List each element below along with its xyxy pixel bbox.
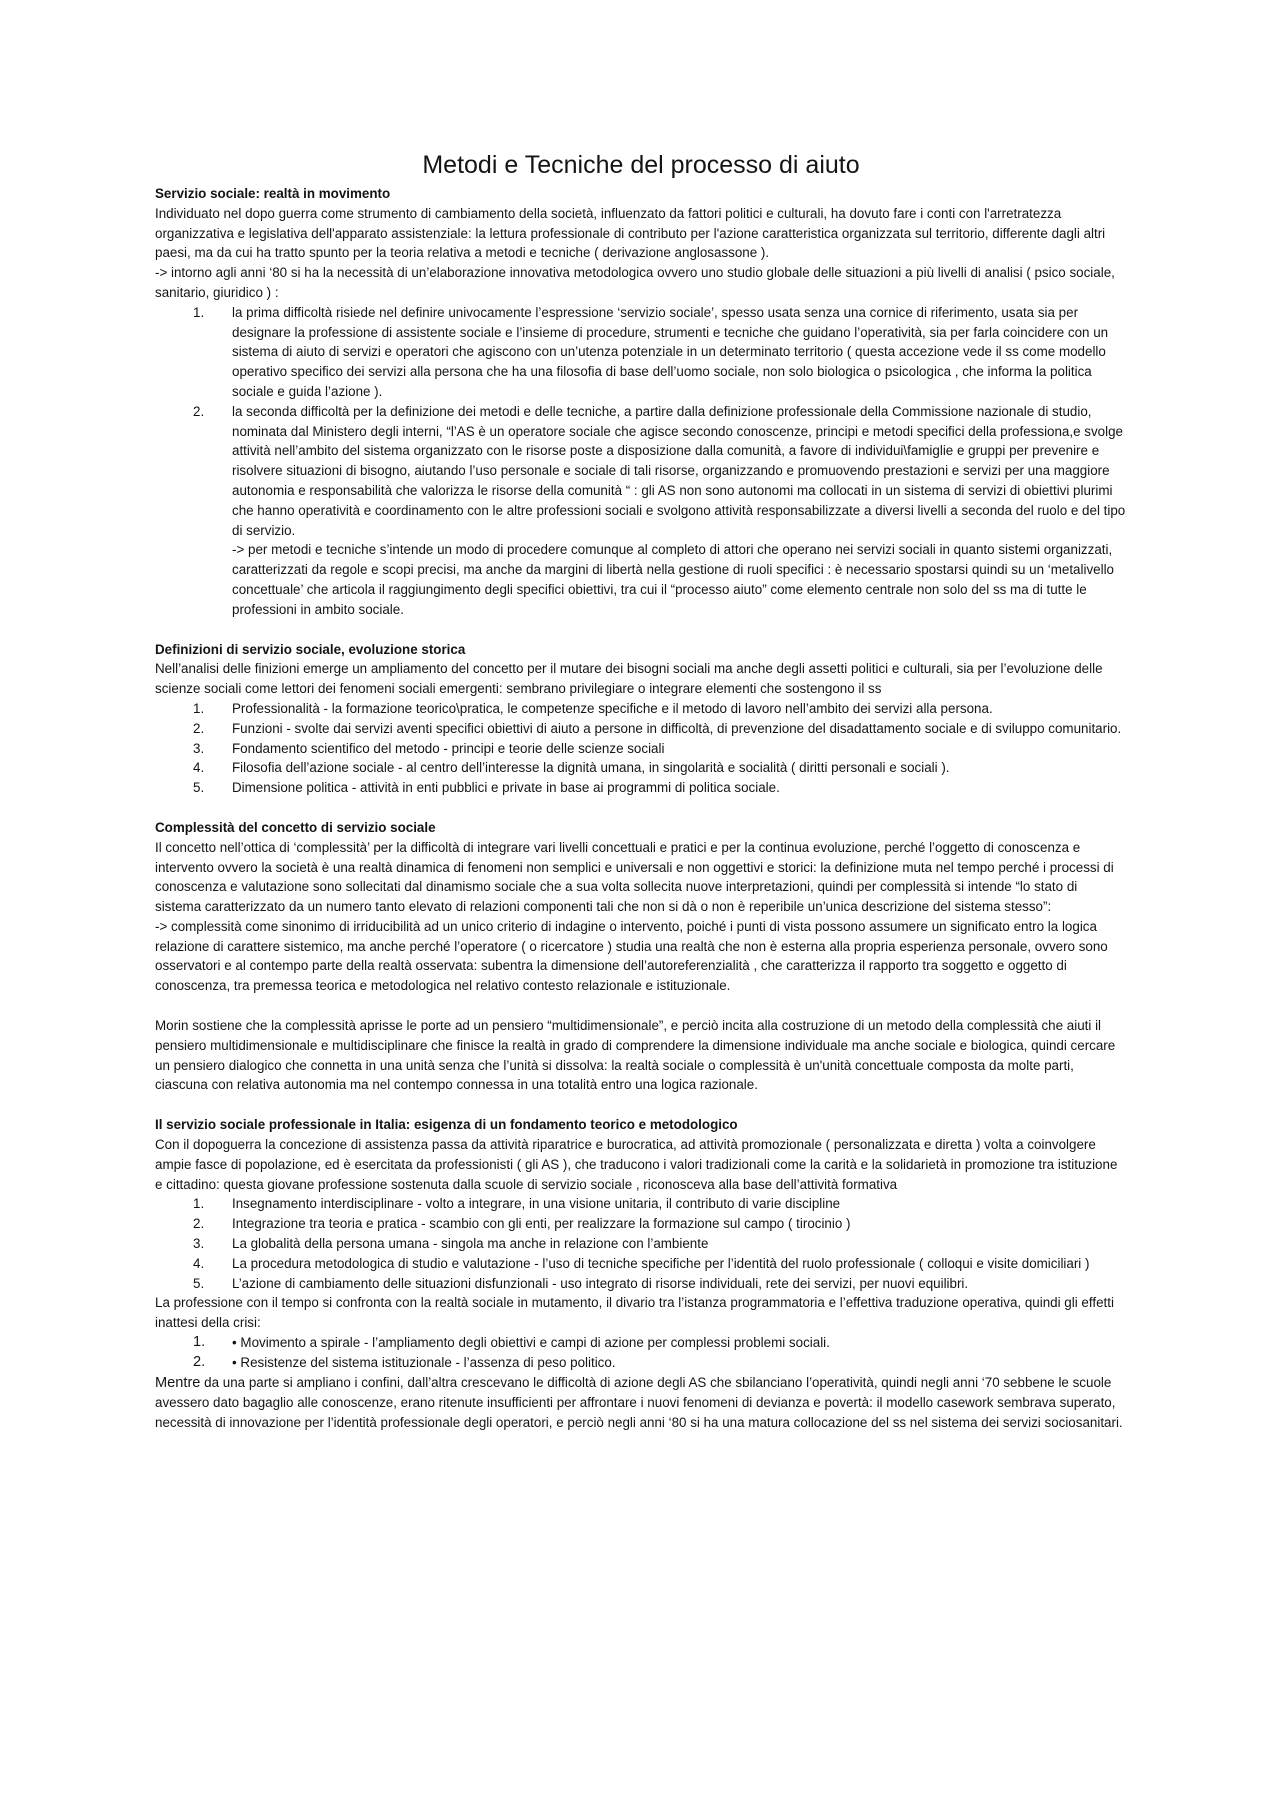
paragraph: Nell’analisi delle finizioni emerge un ampliamento del concetto per il mutare dei bisogni sociali ma anche degli assetti politici e culturali, sia per l’evoluzione delle scienze sociali come lettori dei fenomeni sociali emergenti: sembrano privilegiare o integrare elementi che sostengono il ss [155,661,1103,697]
paragraph-text: da una parte si ampliano i confini, dall’altra crescevano le difficoltà di azione degli AS che sbilanciano l’operatività, quindi negli anni ‘70 sebbene le scuole avessero dato bagaglio alle conoscenze, erano ritenute insufficienti per affrontare i nuovi fenomeni di devianza e povertà: il modello casework sembrava superato, necessità di innovazione per l’identità professionale degli operatori, e perciò negli anni ‘80 si ha una matura collocazione del ss nel sistema dei servizi sociosanitari. [155,1374,1123,1431]
paragraph: Con il dopoguerra la concezione di assistenza passa da attività riparatrice e burocratica, ad attività promozionale ( personalizzata e diretta ) volta a coinvolgere ampie fasce di popolazione, ed è esercitata da professionisti ( gli AS ), che traducono i valori tradizionali come la carità e la solidarietà in promozione tra istituzione e cittadino: questa giovane professione sostenuta dalla scuole di servizio sociale , riconosceva alla base dell’attività formativa [155,1137,1118,1192]
paragraph: Morin sostiene che la complessità aprisse le porte ad un pensiero “multidimensionale”, e perciò incita alla costruzione di un metodo della complessità che aiuti il pensiero multidimensionale e multidisciplinare che finisce la realtà in grado di comprendere la dimensione individuale ma anche sociale e biologica, quindi cercare un pensiero dialogico che connetta in una unità senza che l’unità si dissolva: la realtà sociale o complessità è un'unità concettuale composta da molte parti, ciascuna con relativa autonomia ma nel contempo connessa in una totalità entro una logica razionale. [155,1018,1116,1093]
paragraph: Il concetto nell’ottica di ‘complessità’ per la difficoltà di integrare vari livelli concettuali e pratici e per la continua evoluzione, perché l’oggetto di conoscenza e intervento ovvero la società è una realtà dinamica di fenomeni non semplici e universali e non oggettivi e storici: la definizione muta nel tempo perché i processi di conoscenza e valutazione sono sollecitati dal dinamismo sociale che a sua volta sollecita nuove interpretazioni, quindi per complessità si intende “lo stato di sistema caratterizzato da un numero tanto elevato di relazioni componenti tali che non si dà o non è reperibile un’unica descrizione del sistema stesso”: [155,839,1114,915]
list-item-text: L’azione di cambiamento delle situazioni disfunzionali - uso integrato di risorse individuali, rete dei servizi, per nuovi equilibri. [232,1275,969,1291]
list-item [155,719,1127,739]
section-heading-realta: Servizio sociale: realtà in movimento [155,186,391,201]
list-item-note: -> per metodi e tecniche s’intende un modo di procedere comunque al completo di attori che operano nei servizi sociali in quanto sistemi organizzati, caratterizzati da regole e scopi precisi, ma anche da margini di libertà nella gestione di ruoli specifici : è necessario spostarsi quindi su un ‘metalivello concettuale’ che articola il raggiungimento degli specifici obiettivi, tra cui il “processo aiuto” come elemento centrale non solo del ss ma di tutte le professioni in ambito sociale. [232,542,1114,617]
numbered-list [155,1333,1127,1373]
paragraph: -> intorno agli anni ‘80 si ha la necessità di un’elaborazione innovativa metodologica ovvero uno studio globale delle situazioni a più livelli di analisi ( psico sociale, sanitario, giuridico ) : [155,265,1115,300]
list-item [155,1194,1127,1214]
list-number: 4. [193,760,205,776]
list-number: 1. [193,1334,206,1351]
list-item [155,1214,1127,1234]
section-heading-italia: Il servizio sociale professionale in Italia: esigenza di un fondamento teorico e metodologico [155,1117,738,1133]
paragraph-lead-word: Mentre [155,1374,201,1391]
paragraph: -> complessità come sinonimo di irriducibilità ad un unico criterio di indagine o intervento, poiché i punti di vista possono assumere un significato entro la logica relazione di carattere sistemico, ma anche perché l’operatore ( o ricercatore ) studia una realtà che non è esterna alla propria esperienza personale, ovvero sono osservatori e al contempo parte della realtà osservata: subentra la dimensione dell’autoreferenzialità , che caratterizza il rapporto tra soggetto e oggetto di conoscenza, tra premessa teorica e metodologica nel relativo contesto relazionale e istituzionale. [155,918,1108,994]
numbered-list [155,303,1127,620]
list-item [155,1254,1127,1274]
list-number: 2. [193,720,205,736]
list-number: 5. [193,780,205,796]
list-number: 5. [193,1275,205,1291]
list-number: 3. [193,740,205,756]
list-item-text: la seconda difficoltà per la definizione dei metodi e delle tecniche, a partire dalla definizione professionale della Commissione nazionale di studio, nominata dal Ministero degli interni, “l’AS è un operatore sociale che agisce secondo conoscenze, principi e metodi specifici della professiona,e svolge attività nell’ambito del sistema organizzato con le risorse poste a disposizione dalla comunità, a favore di individui\famiglie e gruppi per prevenire e risolvere situazioni di bisogno, aiutando l’uso personale e sociale di tali risorse, organizzando e promuovendo prestazioni e servizi per una maggiore autonomia e responsabilità che valorizza le risorse della comunità “ : gli AS non sono autonomi ma collocati in un sistema di servizi di obiettivi plurimi che hanno operatività e coordinamento con le altre professioni sociali e svolgono attività responsabilizzate a diversi livelli a seconda del ruolo e del tipo di servizio. [232,403,1126,538]
list-number: 1. [193,304,205,320]
list-item [155,699,1127,719]
list-item-text: Integrazione tra teoria e pratica - scambio con gli enti, per realizzare la formazione sul campo ( tirocinio ) [232,1216,851,1232]
list-item-text: Insegnamento interdisciplinare - volto a integrare, in una visione unitaria, il contributo di varie discipline [232,1196,841,1212]
numbered-list [155,699,1127,798]
section-heading-definizioni: Definizioni di servizio sociale, evoluzione storica [155,641,466,657]
list-item-text: La procedura metodologica di studio e valutazione - l’uso di tecniche specifiche per l’identità del ruolo professionale ( colloqui e visite domiciliari ) [232,1255,1090,1271]
document-title: Metodi e Tecniche del processo di aiuto [422,151,860,179]
list-item-text: Professionalità - la formazione teorico\pratica, le competenze specifiche e il metodo di lavoro nell’ambito dei servizi alla persona. [232,700,993,716]
list-number: 2. [193,403,205,419]
list-item-text: Funzioni - svolte dai servizi aventi specifici obiettivi di aiuto a persone in difficoltà, di prevenzione del disadattamento sociale e di sviluppo comunitario. [232,720,1122,736]
paragraph: Individuato nel dopo guerra come strumento di cambiamento della società, influenzato da fattori politici e culturali, ha dovuto fare i conti con l'arretratezza organizzativa e legislativa dell'apparato assistenziale: la lettura professionale di contributo per l'azione caratteristica organizzata sul territorio, differente dagli altri paesi, ma da cui ha tratto spunto per la teoria relativa a metodi e tecniche ( derivazione anglosassone ). [155,205,1106,261]
list-number: 2. [193,1353,206,1370]
list-item [155,303,1127,402]
section-heading-complessita: Complessità del concetto di servizio sociale [155,819,436,835]
list-item-text: • Movimento a spirale - l’ampliamento degli obiettivi e campi di azione per complessi problemi sociali. [232,1335,830,1351]
list-item [155,1234,1127,1254]
list-item-text: • Resistenze del sistema istituzionale - l’assenza di peso politico. [232,1354,616,1370]
list-item-text: Dimensione politica - attività in enti pubblici e private in base ai programmi di politica sociale. [232,780,780,796]
list-item-text: Filosofia dell’azione sociale - al centro dell’interesse la dignità umana, in singolarità e socialità ( diritti personali e sociali ). [232,760,950,776]
list-item [155,1333,1127,1353]
list-item-text: La globalità della persona umana - singola ma anche in relazione con l’ambiente [232,1236,709,1252]
list-item [155,402,1127,620]
list-number: 1. [193,1196,205,1212]
paragraph: La professione con il tempo si confronta con la realtà sociale in mutamento, il divario tra l’istanza programmatoria e l’effettiva traduzione operativa, quindi gli effetti inattesi della crisi: [155,1295,1114,1331]
list-number: 3. [193,1236,205,1252]
document-page [155,150,1127,1433]
numbered-list [155,1194,1127,1293]
list-item [155,758,1127,778]
list-number: 1. [193,700,205,716]
list-number: 2. [193,1216,205,1232]
list-item [155,778,1127,798]
list-item [155,1353,1127,1373]
paragraph [155,1373,1127,1433]
list-item-text: la prima difficoltà risiede nel definire univocamente l’espressione ‘servizio sociale’, spesso usata senza una cornice di riferimento, usata sia per designare la professione di assistente sociale e l’insieme di procedure, strumenti e tecniche che guidano l’operatività, sia per farla coincidere con un sistema di aiuto di servizi e operatori che agiscono con un’utenza potenziale in un determinato territorio ( questa accezione vede il ss come modello operativo specifico dei servizi alla persona che ha una filosofia di base dell’uomo sociale, non solo biologica o psicologica , che informa la politica sociale e guida l’azione ). [232,304,1109,399]
list-item [155,739,1127,759]
list-item-text: Fondamento scientifico del metodo - principi e teorie delle scienze sociali [232,740,665,756]
list-item [155,1274,1127,1294]
list-number: 4. [193,1255,205,1271]
